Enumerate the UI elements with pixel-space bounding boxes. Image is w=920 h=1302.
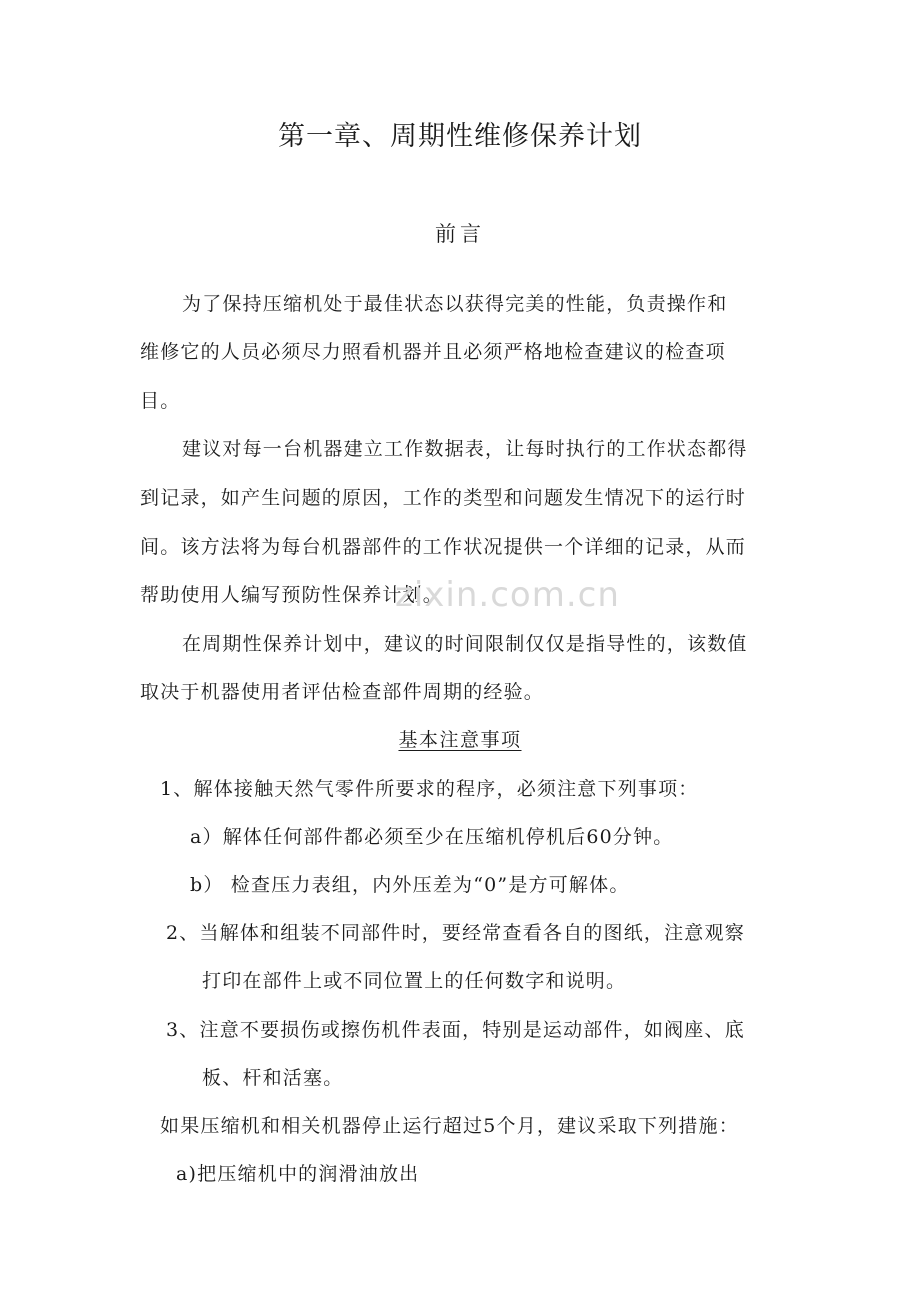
paragraph-line: 为了保持压缩机处于最佳状态以获得完美的性能，负责操作和 bbox=[182, 293, 728, 315]
note-item: 3、注意不要损伤或擦伤机件表面，特别是运动部件，如阀座、底 bbox=[166, 1019, 745, 1041]
paragraph-line: 在周期性保养计划中，建议的时间限制仅仅是指导性的，该数值 bbox=[182, 633, 748, 655]
note-item: 2、当解体和组装不同部件时，要经常查看各自的图纸，注意观察 bbox=[166, 922, 745, 944]
note-item-continuation: 打印在部件上或不同位置上的任何数字和说明。 bbox=[202, 970, 627, 992]
note-subitem: a)把压缩机中的润滑油放出 bbox=[176, 1163, 420, 1185]
page-title: 第一章、周期性维修保养计划 bbox=[278, 121, 642, 152]
section-heading bbox=[0, 727, 920, 753]
paragraph-line: 取决于机器使用者评估检查部件周期的经验。 bbox=[140, 681, 545, 703]
note-paragraph: 如果压缩机和相关机器停止运行超过5个月，建议采取下列措施： bbox=[160, 1115, 739, 1137]
preface-heading: 前言 bbox=[435, 222, 485, 246]
note-subitem: b） 检查压力表组，内外压差为“0”是方可解体。 bbox=[190, 874, 630, 896]
watermark: zixin.com.cn bbox=[395, 575, 620, 615]
note-item: 1、解体接触天然气零件所要求的程序，必须注意下列事项： bbox=[160, 778, 699, 800]
paragraph-line: 目。 bbox=[140, 390, 181, 412]
paragraph-line: 间。该方法将为每台机器部件的工作状况提供一个详细的记录，从而 bbox=[140, 536, 747, 558]
paragraph-line: 维修它的人员必须尽力照看机器并且必须严格地检查建议的检查项 bbox=[140, 341, 726, 363]
paragraph-line: 建议对每一台机器建立工作数据表，让每时执行的工作状态都得 bbox=[182, 438, 748, 460]
note-item-continuation: 板、杆和活塞。 bbox=[202, 1067, 344, 1089]
note-subitem: a）解体任何部件都必须至少在压缩机停机后60分钟。 bbox=[190, 826, 674, 848]
paragraph-line: 到记录，如产生问题的原因，工作的类型和问题发生情况下的运行时 bbox=[140, 487, 747, 509]
section-heading-text: 基本注意事项 bbox=[398, 729, 522, 751]
paragraph-line: 帮助使用人编写预防性保养计划。 bbox=[140, 584, 444, 606]
